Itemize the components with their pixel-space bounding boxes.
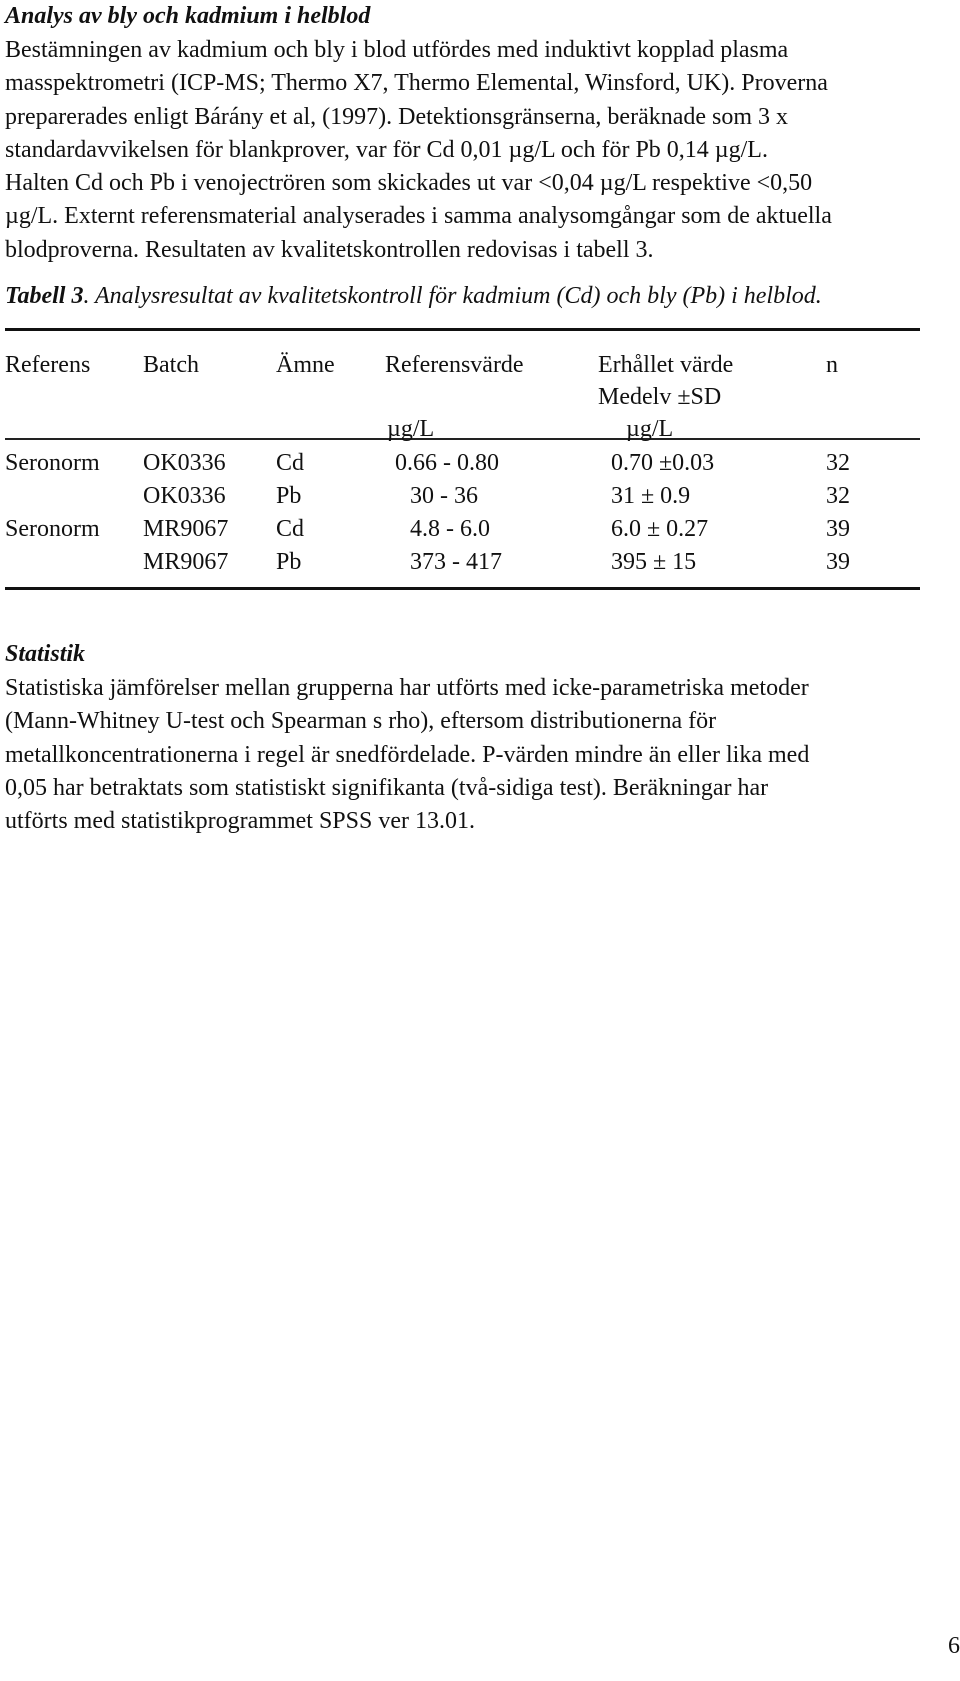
paragraph-line: utförts med statistikprogrammet SPSS ver 13.01. [5,808,475,835]
cell-referens: Seronorm [5,516,100,542]
header-unit-erhallet: µg/L [626,416,674,442]
paragraph-line: blodproverna. Resultaten av kvalitetskontrollen redovisas i tabell 3. [5,236,654,263]
cell-n: 32 [826,450,850,476]
paragraph-line: 0,05 har betraktats som statistiskt signifikanta (två-sidiga test). Beräkningar har [5,774,769,801]
cell-n: 39 [826,516,850,542]
method-section [5,0,955,267]
paragraph-line: standardavvikelsen för blankprover, var för Cd 0,01 µg/L och för Pb 0,14 µg/L. [5,136,768,163]
header-medelv-sd: Medelv ±SD [598,384,722,410]
paragraph-line: metallkoncentrationerna i regel är snedfördelade. P-värden mindre än eller lika med [5,741,810,768]
table-top-rule [5,328,920,331]
paragraph-line: Statistiska jämförelser mellan grupperna har utförts med icke-parametriska metoder [5,675,809,701]
header-batch: Batch [143,352,199,378]
header-unit-referensvarde: µg/L [387,416,435,442]
table-header-rule [5,438,920,440]
cell-erhallet: 31 ± 0.9 [611,483,691,509]
cell-referensvarde: 30 - 36 [410,483,478,509]
header-amne: Ämne [276,352,335,378]
cell-amne: Pb [276,483,302,509]
cell-batch: MR9067 [143,549,229,575]
paragraph-line: Bestämningen av kadmium och bly i blod utfördes med induktivt kopplad plasma [5,37,789,63]
paragraph-line: masspektrometri (ICP-MS; Thermo X7, Thermo Elemental, Winsford, UK). Proverna [5,70,828,97]
header-n: n [826,352,838,378]
cell-referensvarde: 373 - 417 [410,549,502,575]
statistik-paragraph [5,672,955,838]
cell-referensvarde: 0.66 - 0.80 [395,450,499,476]
cell-n: 39 [826,549,850,575]
header-referens: Referens [5,352,91,378]
cell-batch: OK0336 [143,483,226,509]
cell-referensvarde: 4.8 - 6.0 [410,516,490,542]
paragraph-line: µg/L. Externt referensmaterial analyserades i samma analysomgångar som de aktuella [5,203,832,230]
paragraph-line: preparerades enligt Bárány et al, (1997). Detektionsgränserna, beräknade som 3 x [5,103,789,130]
cell-amne: Pb [276,549,302,575]
cell-n: 32 [826,483,850,509]
section-heading-analys: Analys av bly och kadmium i helblod [5,3,371,29]
cell-batch: OK0336 [143,450,226,476]
statistik-section [5,638,955,838]
table-bottom-rule [5,587,920,590]
cell-amne: Cd [276,516,305,542]
cell-erhallet: 395 ± 15 [611,549,697,575]
table-caption [5,280,822,312]
header-erhallet-varde: Erhållet värde [598,352,734,378]
cell-amne: Cd [276,450,305,476]
header-referensvarde: Referensvärde [385,352,524,378]
table-caption-text: . Analysresultat av kvalitetskontroll för kadmium (Cd) och bly (Pb) i helblod. [83,283,822,309]
cell-referens: Seronorm [5,450,100,476]
cell-erhallet: 6.0 ± 0.27 [611,516,709,542]
page-number: 6 [948,1633,960,1659]
cell-batch: MR9067 [143,516,229,542]
paragraph-line: (Mann-Whitney U-test och Spearman s rho), eftersom distributionerna för [5,708,717,735]
section-heading-statistik: Statistik [5,641,86,667]
cell-erhallet: 0.70 ±0.03 [611,450,715,476]
table-caption-label: Tabell 3 [5,283,84,309]
paragraph-line: Halten Cd och Pb i venojectrören som skickades ut var <0,04 µg/L respektive <0,50 [5,170,813,197]
method-paragraph [5,34,955,267]
